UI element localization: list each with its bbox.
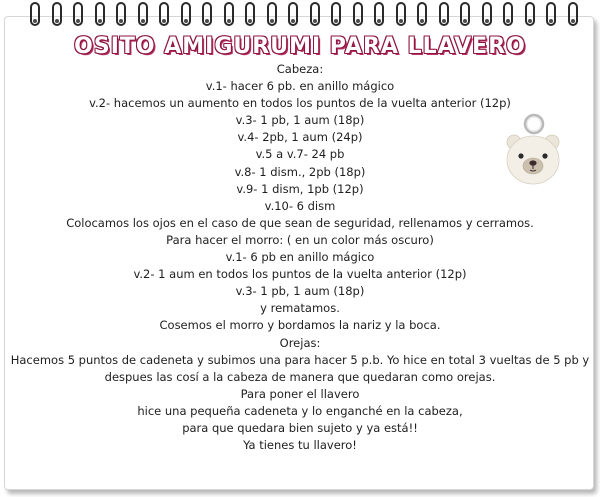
spiral-ring (396, 2, 406, 26)
spiral-ring (374, 2, 384, 26)
pattern-line: v.2- hacemos un aumento en todos los puntos de la vuelta anterior (12p) (89, 96, 511, 111)
pattern-line: Colocamos los ojos en el caso de que sean de seguridad, rellenamos y cerramos. (66, 215, 534, 230)
pattern-line: v.1- 6 pb en anillo mágico (225, 250, 375, 265)
spiral-ring (460, 2, 470, 26)
pattern-line: despues las cosí a la cabeza de manera que quedaran como orejas. (104, 369, 496, 384)
spiral-binding (0, 0, 600, 32)
spiral-ring (525, 2, 535, 26)
pattern-line: Hacemos 5 puntos de cadeneta y subimos una para hacer 5 p.b. Yo hice en total 3 vueltas de 5 pb y (10, 352, 590, 367)
spiral-ring (482, 2, 492, 26)
spiral-ring (417, 2, 427, 26)
pattern-line: Para poner el llavero (240, 386, 360, 401)
spiral-ring (224, 2, 234, 26)
pattern-line: para que quedara bien sujeto y ya está!! (182, 420, 418, 435)
spiral-ring (52, 2, 62, 26)
pattern-line: v.10- 6 dism (264, 198, 336, 213)
spiral-ring (181, 2, 191, 26)
spiral-ring (267, 2, 277, 26)
page-title: OSITO AMIGURUMI PARA LLAVERO (74, 34, 526, 59)
pattern-line: v.3- 1 pb, 1 aum (18p) (235, 284, 365, 299)
spiral-ring (310, 2, 320, 26)
pattern-line: hice una pequeña cadeneta y lo enganché en la cabeza, (137, 403, 463, 418)
spiral-ring (159, 2, 169, 26)
spiral-ring (503, 2, 513, 26)
pattern-line: v.8- 1 dism., 2pb (18p) (234, 164, 366, 179)
spiral-ring (30, 2, 40, 26)
spiral-ring (202, 2, 212, 26)
spiral-ring (546, 2, 556, 26)
teddy-bear-keychain-photo (500, 112, 564, 192)
spiral-ring (116, 2, 126, 26)
spiral-ring (95, 2, 105, 26)
pattern-line: Ya tienes tu llavero! (243, 438, 357, 453)
spiral-ring (331, 2, 341, 26)
pattern-line: v.5 a v.7- 24 pb (255, 147, 345, 162)
spiral-ring (439, 2, 449, 26)
pattern-line: v.2- 1 aum en todos los puntos de la vuelta anterior (12p) (133, 267, 467, 282)
spiral-ring (568, 2, 578, 26)
spiral-ring (138, 2, 148, 26)
pattern-line: v.3- 1 pb, 1 aum (18p) (235, 113, 365, 128)
pattern-line: v.1- hacer 6 pb. en anillo mágico (205, 79, 395, 94)
pattern-line: Para hacer el morro: ( en un color más oscuro) (166, 232, 434, 247)
pattern-line: Cabeza: (276, 62, 324, 76)
spiral-ring (73, 2, 83, 26)
spiral-ring (245, 2, 255, 26)
pattern-line: v.9- 1 dism, 1pb (12p) (236, 181, 364, 196)
spiral-ring (288, 2, 298, 26)
pattern-line: Orejas: (279, 335, 321, 350)
pattern-line: v.4- 2pb, 1 aum (24p) (237, 130, 363, 145)
pattern-line: Cosemos el morro y bordamos la nariz y la boca. (159, 318, 441, 333)
pattern-line: y rematamos. (260, 301, 340, 316)
spiral-ring (353, 2, 363, 26)
